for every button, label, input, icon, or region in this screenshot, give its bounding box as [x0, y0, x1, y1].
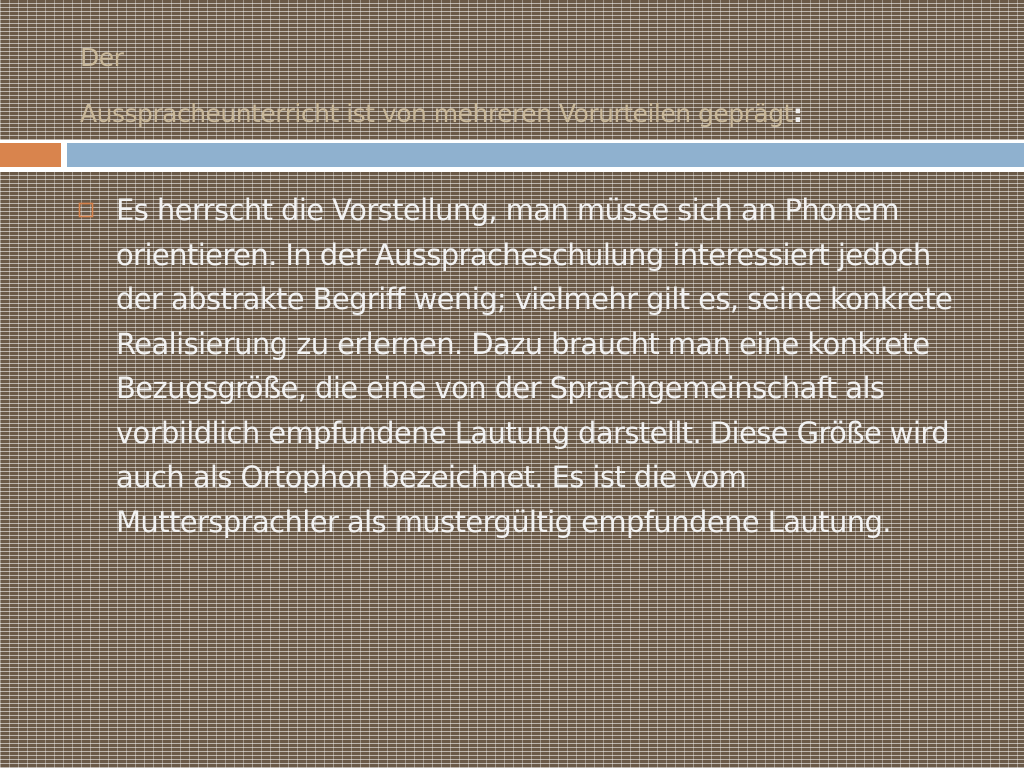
- slide-title-line-2-text: Ausspracheunterricht ist von mehreren Vorurteilen geprägt: [80, 99, 793, 128]
- bullet-list: [78, 188, 978, 544]
- slide-title-colon: :: [792, 99, 803, 128]
- bullet-text: Es herrscht die Vorstellung, man müsse sich an Phonem orientieren. In der Ausspracheschulung interessiert jedoch der abstrakte Begriff wenig; vielmehr gilt es, seine konkrete Realisierung zu erlernen. Dazu braucht man eine konkrete Bezugsgröße, die eine von der Sprachgemeinschaft als vorbildlich empfundene Lautung darstellt. Diese Größe wird auch als Ortophon bezeichnet. Es ist die vom Muttersprachler als mustergültig empfundene Lautung.: [116, 193, 953, 539]
- list-item: [78, 188, 978, 544]
- slide-title-line-1: Der: [80, 43, 124, 72]
- divider-blue-bar: [67, 143, 1024, 167]
- slide-title: [80, 30, 940, 142]
- slide-title-line-2: [80, 86, 940, 142]
- title-divider-bar: [0, 140, 1024, 172]
- divider-orange-block: [0, 143, 61, 167]
- square-outline-bullet-icon: [78, 188, 116, 233]
